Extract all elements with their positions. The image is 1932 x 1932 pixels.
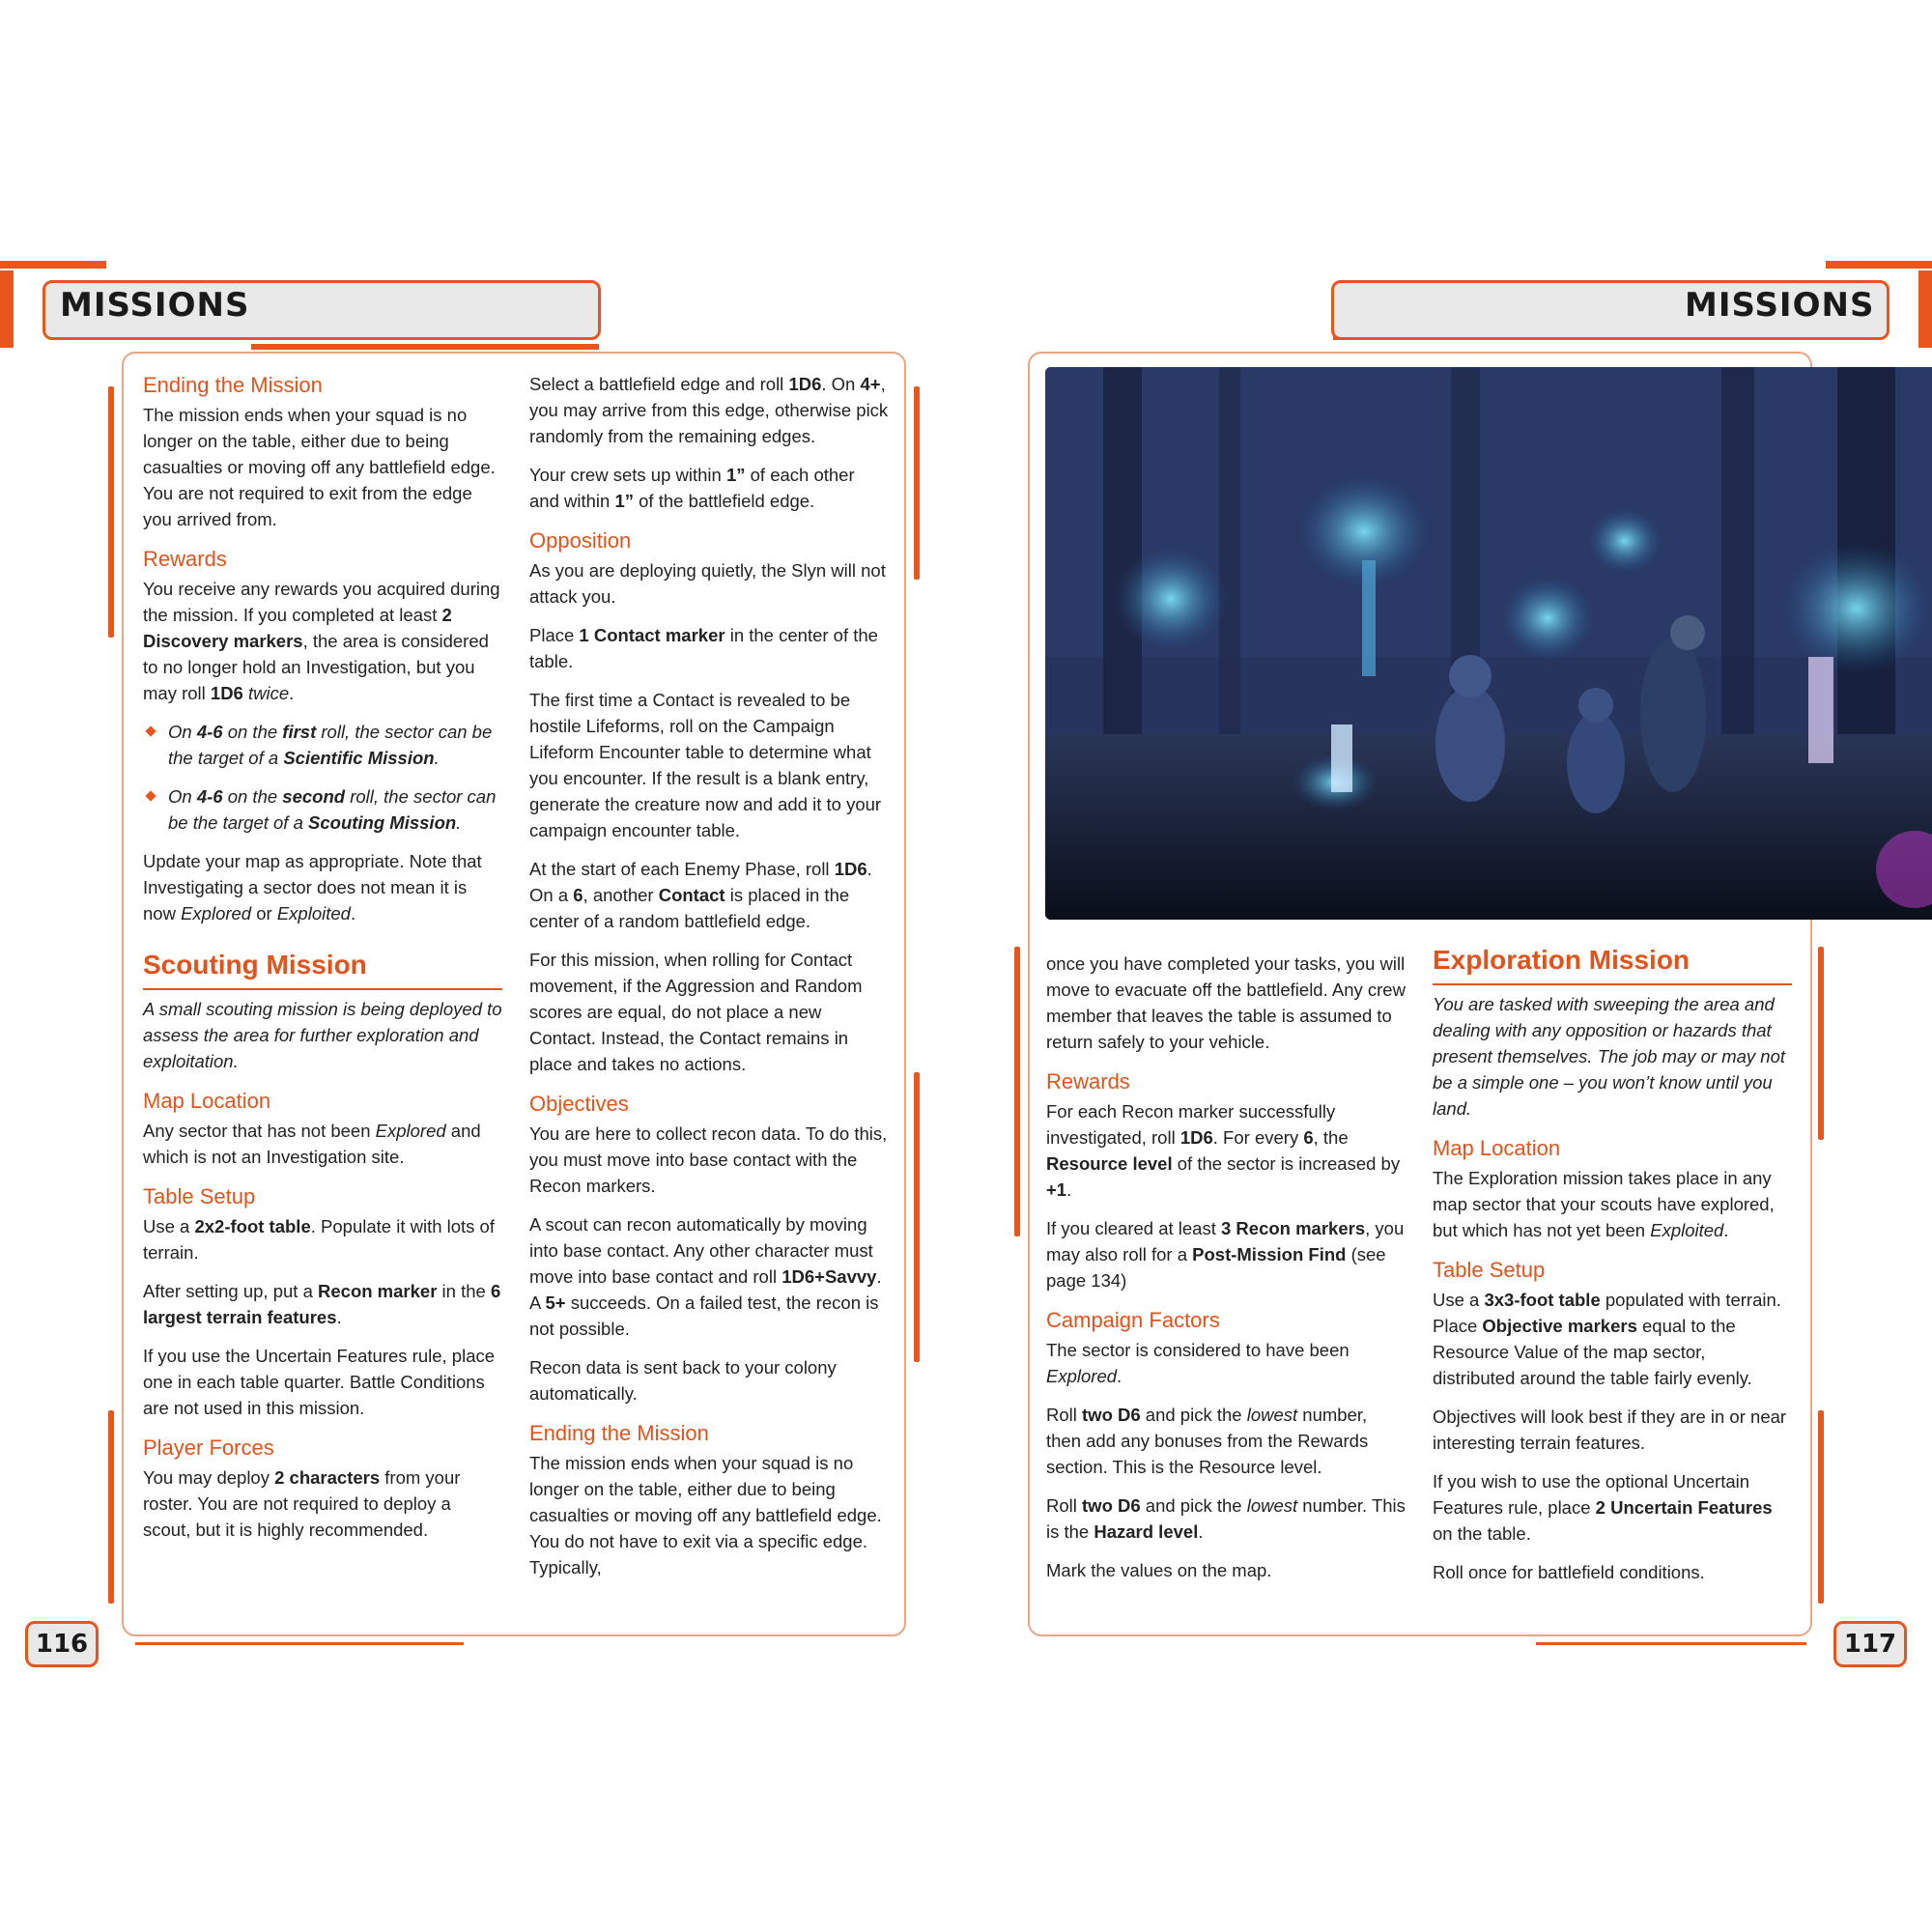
right-footer-line	[1536, 1642, 1806, 1645]
right-rewards-heading: Rewards	[1046, 1069, 1130, 1094]
recon-sent-text: Recon data is sent back to your colony automatically.	[529, 1357, 837, 1404]
right-page-number: 117	[1833, 1621, 1907, 1667]
objectives-terrain-text: Objectives will look best if they are in or near interesting terrain features.	[1433, 1406, 1787, 1453]
scouting-mission-intro: A small scouting mission is being deployed to assess the area for further exploration and exploitation.	[143, 999, 502, 1071]
left-header-title: MISSIONS	[60, 286, 250, 325]
opposition-text: As you are deploying quietly, the Slyn will not attack you.	[529, 560, 886, 607]
first-contact-text: The first time a Contact is revealed to be hostile Lifeforms, roll on the Campaign Lifeform Encounter table to determine what you encounter. If the result is a blank entry, generate the creature now and add it to your campaign encounter table.	[529, 690, 882, 840]
crew-setup-text: Your crew sets up within 1” of each other and within 1” of the battlefield edge.	[529, 465, 855, 511]
left-footer-line	[135, 1642, 464, 1645]
table-setup-text: Use a 2x2-foot table. Populate it with lots of terrain.	[143, 1216, 495, 1263]
map-location-heading: Map Location	[143, 1089, 271, 1113]
ending-mission-heading: Ending the Mission	[143, 373, 323, 397]
left-header-accent-side	[0, 270, 14, 348]
ending-mission-heading-2: Ending the Mission	[529, 1421, 709, 1445]
left-header-accent-bar	[0, 261, 106, 269]
exploration-mission-intro: You are tasked with sweeping the area and dealing with any opposition or hazards that present themselves. The job may or may not be a simple one – you won’t know until you land.	[1433, 994, 1786, 1119]
ending-mission-text-2: The mission ends when your squad is no longer on the table, either due to being casualties or moving off any battlefield edge. You do not have to exit via a specific edge. Typically,	[529, 1453, 882, 1577]
player-forces-text: You may deploy 2 characters from your roster. You are not required to deploy a scout, but it is highly recommended.	[143, 1467, 461, 1540]
battlefield-conditions-text: Roll once for battlefield conditions.	[1433, 1562, 1705, 1582]
right-map-location-heading: Map Location	[1433, 1136, 1561, 1160]
campaign-explored-text: The sector is considered to have been Explored.	[1046, 1340, 1350, 1386]
update-map-text: Update your map as appropriate. Note that Investigating a sector does not mean it is now Explored or Exploited.	[143, 851, 482, 923]
right-page-column-1	[1046, 951, 1406, 1596]
evacuate-text: once you have completed your tasks, you will move to evacuate off the battlefield. Any crew member that leaves the table is assumed to return safely to your vehicle.	[1046, 953, 1406, 1052]
exploration-mission-heading: Exploration Mission	[1433, 943, 1792, 985]
right-header-accent-side	[1918, 270, 1932, 348]
rewards-text: You receive any rewards you acquired during the mission. If you completed at least 2 Discovery markers, the area is considered to no longer hold an Investigation, but you may roll 1D6 twice.	[143, 579, 500, 703]
left-page-number: 116	[25, 1621, 99, 1667]
ending-mission-text: The mission ends when your squad is no longer on the table, either due to being casualties or moving off any battlefield edge. You are not required to exit from the edge you arrived from.	[143, 405, 496, 529]
mark-values-text: Mark the values on the map.	[1046, 1560, 1272, 1580]
hazard-roll-text: Roll two D6 and pick the lowest number. This is the Hazard level.	[1046, 1495, 1406, 1542]
table-setup-heading: Table Setup	[143, 1184, 256, 1208]
map-location-text: Any sector that has not been Explored and which is not an Investigation site.	[143, 1121, 481, 1167]
alien-forest-illustration	[1045, 367, 1932, 920]
player-forces-heading: Player Forces	[143, 1435, 274, 1460]
right-rewards-text: For each Recon marker successfully investigated, roll 1D6. For every 6, the Resource level of the sector is increased by +1.	[1046, 1101, 1401, 1200]
place-contact-text: Place 1 Contact marker in the center of the table.	[529, 625, 878, 671]
rewards-heading: Rewards	[143, 547, 227, 571]
resource-roll-text: Roll two D6 and pick the lowest number, then add any bonuses from the Rewards section. This is the Resource level.	[1046, 1405, 1369, 1477]
cleared-recon-text: If you cleared at least 3 Recon markers, you may also roll for a Post-Mission Find (see page 134)	[1046, 1218, 1405, 1291]
scouting-mission-heading: Scouting Mission	[143, 948, 502, 990]
left-frame-right-bar-lower	[914, 1072, 920, 1362]
after-setup-text: After setting up, put a Recon marker in the 6 largest terrain features.	[143, 1281, 501, 1327]
right-header-title: MISSIONS	[1685, 286, 1875, 325]
scout-recon-text: A scout can recon automatically by moving into base contact. Any other character must move into base contact and roll 1D6+Savvy. A 5+ succeeds. On a failed test, the recon is not possible.	[529, 1214, 882, 1339]
rewards-bullet-2: On 4-6 on the second roll, the sector can be the target of a Scouting Mission.	[143, 783, 502, 836]
left-frame-side-bar-lower	[108, 1410, 114, 1604]
left-frame-right-bar	[914, 386, 920, 580]
uncertain-features-text: If you use the Uncertain Features rule, place one in each table quarter. Battle Conditions are not used in this mission.	[143, 1346, 496, 1418]
enemy-phase-text: At the start of each Enemy Phase, roll 1D6. On a 6, another Contact is placed in the center of a random battlefield edge.	[529, 859, 872, 931]
right-map-location-text: The Exploration mission takes place in any map sector that your scouts have explored, but which has not yet been Exploited.	[1433, 1168, 1775, 1240]
optional-uncertain-text: If you wish to use the optional Uncertain Features rule, place 2 Uncertain Features on the table.	[1433, 1471, 1773, 1544]
right-frame-right-bar	[1818, 947, 1824, 1140]
right-header-accent-bar	[1826, 261, 1932, 269]
right-table-setup-heading: Table Setup	[1433, 1258, 1546, 1282]
left-page-column-1	[143, 371, 502, 1555]
rewards-bullet-1: On 4-6 on the first roll, the sector can be the target of a Scientific Mission.	[143, 719, 502, 771]
right-frame-right-bar-lower	[1818, 1410, 1824, 1604]
contact-movement-text: For this mission, when rolling for Contact movement, if the Aggression and Random scores are equal, do not place a new Contact. Instead, the Contact remains in place and takes no actions.	[529, 950, 863, 1074]
left-page-column-2	[529, 371, 889, 1593]
right-frame-side-bar	[1014, 947, 1020, 1236]
left-header-accent-bottom	[251, 344, 599, 350]
right-page-column-2	[1433, 943, 1792, 1598]
objectives-text: You are here to collect recon data. To do this, you must move into base contact with the Recon markers.	[529, 1123, 888, 1196]
left-frame-side-bar	[108, 386, 114, 638]
right-table-setup-text: Use a 3x3-foot table populated with terrain. Place Objective markers equal to the Resource Value of the map sector, distributed around the table fairly evenly.	[1433, 1290, 1781, 1388]
select-edge-text: Select a battlefield edge and roll 1D6. On 4+, you may arrive from this edge, otherwise pick randomly from the remaining edges.	[529, 374, 889, 446]
campaign-factors-heading: Campaign Factors	[1046, 1308, 1220, 1332]
opposition-heading: Opposition	[529, 528, 632, 553]
illustration-svg	[1045, 367, 1932, 920]
objectives-heading: Objectives	[529, 1092, 629, 1116]
